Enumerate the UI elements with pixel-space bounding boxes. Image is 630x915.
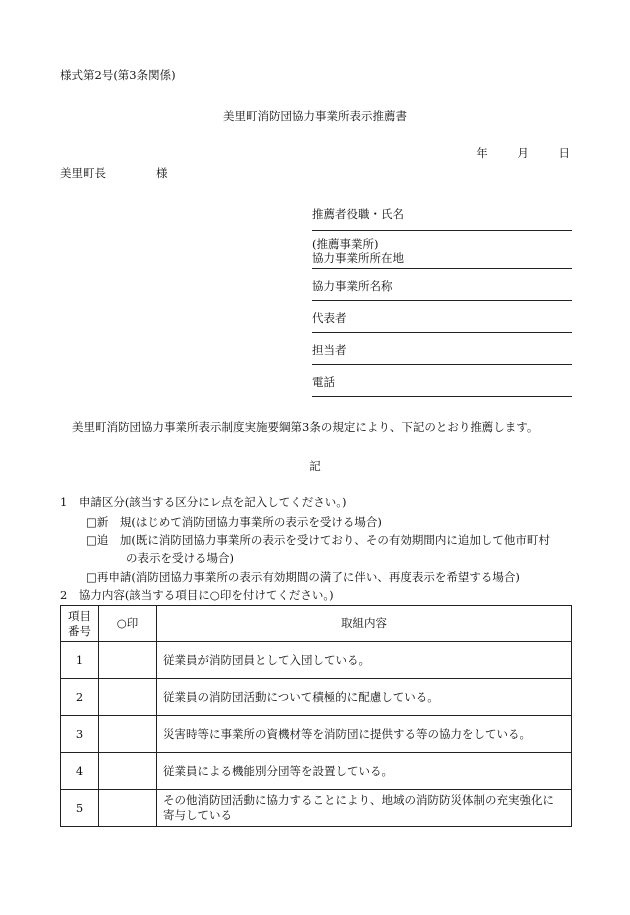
date-field — [462, 145, 570, 161]
mark-cell[interactable] — [99, 679, 157, 716]
business-name-label: 協力事業所名称 — [312, 279, 393, 293]
row-content: 従業員が消防団員として入団している。 — [157, 642, 572, 679]
representative-field[interactable] — [312, 311, 572, 333]
row-content-line2: 寄与している — [163, 808, 232, 822]
mark-cell[interactable] — [99, 642, 157, 679]
row-content: 災害時等に事業所の資機材等を消防団に提供する等の協力をしている。 — [157, 716, 572, 753]
recommender-name-label: 推薦者役職・氏名 — [312, 207, 404, 221]
document-title: 美里町消防団協力事業所表示推薦書 — [223, 109, 407, 123]
option-add-continuation: の表示を受ける場合) — [126, 551, 234, 565]
row-content — [157, 790, 572, 827]
date-year-label: 年 — [476, 146, 488, 160]
table-row — [61, 790, 572, 827]
column-header-number: 項目 番号 — [61, 606, 99, 642]
row-number: 5 — [61, 790, 99, 827]
table-row — [61, 642, 572, 679]
column-header-mark: ○印 — [99, 606, 157, 642]
option-add[interactable]: □追 加(既に消防団協力事業所の表示を受けており、その有効期間内に追加して他市町村 — [86, 533, 550, 547]
row-content-line1: その他消防団活動に協力することにより、地域の消防防災体制の充実強化に — [163, 793, 554, 807]
date-day-label: 日 — [558, 146, 570, 160]
table-header-row — [61, 606, 572, 642]
mark-cell[interactable] — [99, 753, 157, 790]
addressee-honorific: 様 — [156, 166, 168, 180]
row-number: 4 — [61, 753, 99, 790]
phone-label: 電話 — [312, 375, 335, 389]
business-address-label-line1: (推薦事業所) — [312, 237, 379, 251]
option-new[interactable]: □新 規(はじめて消防団協力事業所の表示を受ける場合) — [86, 515, 382, 529]
recommender-name-field[interactable] — [312, 207, 572, 231]
column-header-content: 取組内容 — [157, 606, 572, 642]
ki-heading: 記 — [309, 459, 321, 473]
addressee-title: 美里町長 — [60, 166, 106, 180]
mark-cell[interactable] — [99, 716, 157, 753]
mark-cell[interactable] — [99, 790, 157, 827]
representative-label: 代表者 — [312, 311, 347, 325]
business-address-field[interactable] — [312, 237, 572, 269]
addressee — [60, 165, 168, 181]
form-number: 様式第2号(第3条関係) — [60, 68, 176, 82]
cooperation-table — [60, 605, 572, 827]
row-content: 従業員の消防団活動について積極的に配慮している。 — [157, 679, 572, 716]
contact-person-field[interactable] — [312, 343, 572, 365]
option-renew[interactable]: □再申請(消防団協力事業所の表示有効期間の満了に伴い、再度表示を希望する場合) — [86, 570, 520, 584]
business-address-label-line2: 協力事業所所在地 — [312, 251, 404, 265]
table-row — [61, 679, 572, 716]
section2-heading: 2 協力内容(該当する項目に○印を付けてください。) — [60, 588, 334, 602]
contact-person-label: 担当者 — [312, 343, 347, 357]
row-content: 従業員による機能別分団等を設置している。 — [157, 753, 572, 790]
recommendation-statement: 美里町消防団協力事業所表示制度実施要綱第3条の規定により、下記のとおり推薦します。 — [72, 420, 539, 434]
row-number: 2 — [61, 679, 99, 716]
table-row — [61, 753, 572, 790]
table-row — [61, 716, 572, 753]
section1-heading: 1 申請区分(該当する区分にレ点を記入してください。) — [60, 495, 347, 509]
row-number: 1 — [61, 642, 99, 679]
phone-field[interactable] — [312, 375, 572, 397]
date-month-label: 月 — [517, 146, 529, 160]
row-number: 3 — [61, 716, 99, 753]
business-name-field[interactable] — [312, 279, 572, 301]
